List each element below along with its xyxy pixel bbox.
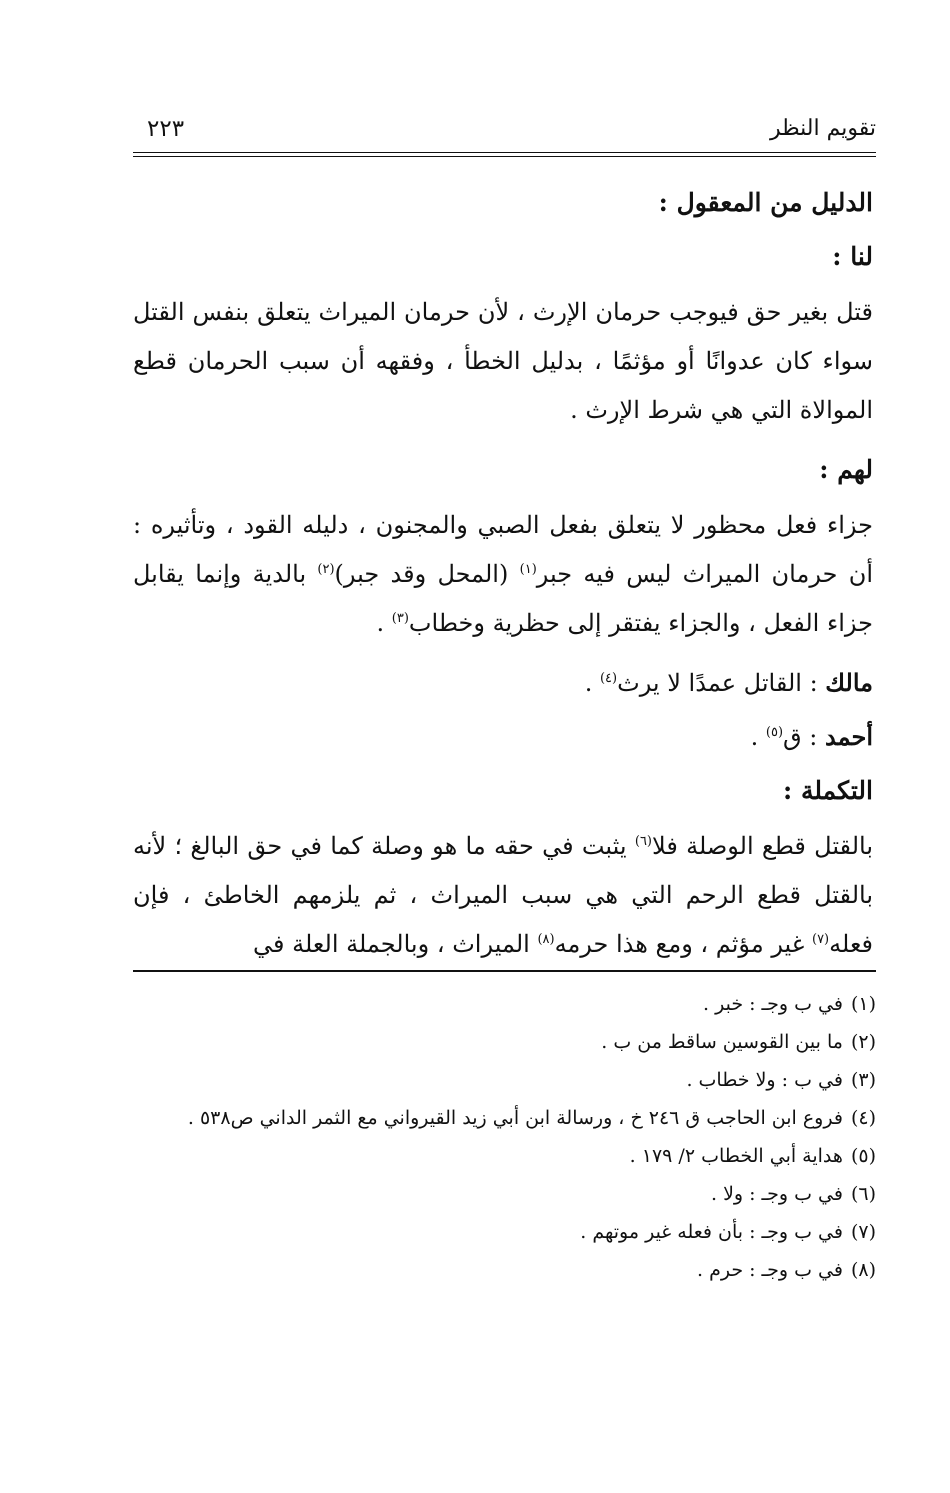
lahum-text-2: (المحل وقد جبر) bbox=[334, 560, 520, 588]
footnote-separator bbox=[133, 970, 876, 972]
footnote-item bbox=[133, 1213, 876, 1251]
footnote-text: في ب وجـ : ولا . bbox=[710, 1183, 843, 1205]
footnote-item bbox=[133, 1251, 876, 1289]
footnote-item bbox=[133, 1023, 876, 1061]
footnote-ref-5: (٥) bbox=[765, 725, 784, 740]
lahum-heading: لهم : bbox=[819, 455, 873, 484]
footnote-ref-6: (٦) bbox=[634, 834, 652, 849]
footnote-item bbox=[133, 985, 876, 1023]
footnotes bbox=[133, 985, 876, 1289]
footnote-item bbox=[133, 1175, 876, 1213]
takmila-text-4: الميراث ، وبالجملة العلة في bbox=[253, 930, 538, 958]
footnote-ref-1: (١) bbox=[519, 562, 537, 577]
footnote-number: (١) bbox=[850, 993, 876, 1015]
footnote-number: (٦) bbox=[850, 1183, 876, 1205]
takmila-heading: التكملة : bbox=[783, 776, 873, 805]
footnote-number: (٥) bbox=[850, 1145, 876, 1167]
ahmad-text: : ق bbox=[783, 723, 826, 751]
lahum-text-1: جزاء فعل محظور لا يتعلق بفعل الصبي والمجنون ، دليله القود ، وتأثيره : أن حرمان الميراث ليس فيه جبر bbox=[133, 511, 873, 588]
footnote-number: (٨) bbox=[850, 1259, 876, 1281]
main-text bbox=[133, 176, 873, 977]
footnote-number: (٧) bbox=[850, 1221, 876, 1243]
header-rule-double bbox=[133, 156, 876, 157]
footnote-text: هداية أبي الخطاب ٢/ ١٧٩ . bbox=[629, 1145, 843, 1167]
ahmad-end: . bbox=[750, 723, 766, 751]
footnote-text: ما بين القوسين ساقط من ب . bbox=[601, 1031, 843, 1053]
footnote-number: (٢) bbox=[850, 1031, 876, 1053]
footnote-text: فروع ابن الحاجب ق ٢٤٦ خ ، ورسالة ابن أبي زيد القيرواني مع الثمر الداني ص٥٣٨ . bbox=[187, 1107, 843, 1129]
footnote-item bbox=[133, 1061, 876, 1099]
lahum-text-3: بالدية وإنما يقابل جزاء الفعل ، والجزاء يفتقر إلى حظرية وخطاب bbox=[133, 560, 873, 637]
footnote-ref-3: (٣) bbox=[391, 611, 409, 626]
footnote-number: (٣) bbox=[850, 1069, 876, 1091]
malik-label: مالك bbox=[825, 668, 873, 697]
lahum-text-4: . bbox=[376, 609, 392, 637]
footnote-item bbox=[133, 1099, 876, 1137]
malik-text: : القاتل عمدًا لا يرث bbox=[617, 669, 826, 697]
lahum-paragraph bbox=[133, 501, 873, 648]
section-heading: الدليل من المعقول : bbox=[658, 188, 873, 217]
footnote-number: (٤) bbox=[850, 1107, 876, 1129]
lana-paragraph: قتل بغير حق فيوجب حرمان الإرث ، لأن حرمان الميراث يتعلق بنفس القتل سواء كان عدوانًا أو مؤثمًا ، بدليل الخطأ ، وفقهه أن سبب الحرمان قطع الموالاة التي هي شرط الإرث . bbox=[133, 298, 873, 424]
page-number: ٢٢٣ bbox=[147, 116, 185, 142]
footnote-text: في ب وجـ : بأن فعله غير موتهم . bbox=[580, 1221, 843, 1243]
header-rule bbox=[133, 152, 876, 153]
takmila-text-1: بالقتل قطع الوصلة فلا bbox=[652, 832, 874, 860]
ahmad-label: أحمد bbox=[825, 722, 873, 751]
running-title: تقويم النظر bbox=[769, 116, 876, 141]
ahmad-line bbox=[133, 710, 873, 764]
footnote-ref-4: (٤) bbox=[599, 671, 618, 686]
malik-line bbox=[133, 656, 873, 710]
footnote-ref-2: (٢) bbox=[317, 562, 335, 577]
footnote-text: في ب وجـ : حرم . bbox=[697, 1259, 843, 1281]
footnote-text: في ب : ولا خطاب . bbox=[686, 1069, 843, 1091]
page-header bbox=[133, 116, 876, 150]
takmila-paragraph bbox=[133, 822, 873, 969]
footnote-ref-7: (٧) bbox=[811, 932, 830, 947]
footnote-item bbox=[133, 1137, 876, 1175]
malik-end: . bbox=[584, 669, 600, 697]
footnote-ref-8: (٨) bbox=[537, 932, 555, 947]
footnote-text: في ب وجـ : خبر . bbox=[703, 993, 843, 1015]
takmila-text-3: غير مؤثم ، ومع هذا حرمه bbox=[554, 930, 812, 958]
lana-heading: لنا : bbox=[832, 242, 873, 271]
takmila-text-2: يثبت في حقه ما هو وصلة كما في حق البالغ ؛ لأنه بالقتل قطع الرحم التي هي سبب الميراث ، ثم يلزمهم الخاطئ ، فإن فعله bbox=[133, 832, 873, 958]
